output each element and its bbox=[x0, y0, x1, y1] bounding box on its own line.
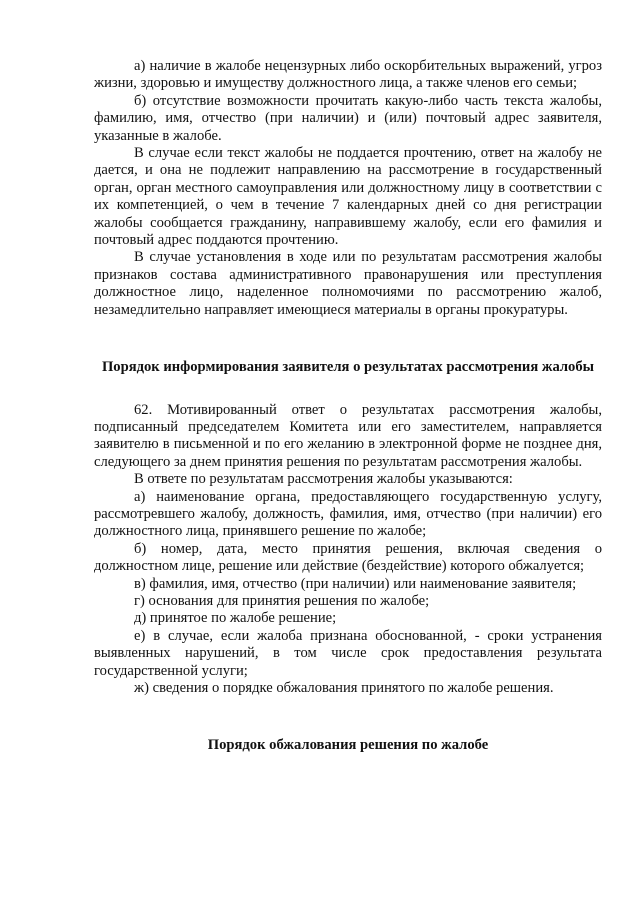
paragraph-answer-contents: В ответе по результатам рассмотрения жалобы указываются: bbox=[134, 471, 513, 488]
list-item-g: г) основания для принятия решения по жалобе; bbox=[134, 592, 430, 609]
paragraph-62: 62. Мотивированный ответ о результатах рассмотрения жалобы, подписанный председателем Комитета или его заместителем, направляется заявителю в письменной и по его желанию в электронной форме не позднее дня, следующего за днем принятия решения по результатам рассмотрения жалобы. bbox=[94, 401, 602, 470]
paragraph-prosecution: В случае установления в ходе или по результатам рассмотрения жалобы признаков состава административного правонарушения или преступления должностное лицо, наделенное полномочиями по рассмотрению жалоб, незамедлительно направляет имеющиеся материалы в органы прокуратуры. bbox=[94, 249, 602, 318]
list-item-d: д) принятое по жалобе решение; bbox=[134, 610, 337, 627]
section-heading-appeal: Порядок обжалования решения по жалобе bbox=[207, 737, 489, 754]
section-heading-informing: Порядок информирования заявителя о результатах рассмотрения жалобы bbox=[101, 359, 595, 376]
list-item-zh: ж) сведения о порядке обжалования принятого по жалобе решения. bbox=[134, 680, 554, 696]
list-item-b: б) номер, дата, место принятия решения, включая сведения о должностном лице, решение или действие (бездействие) которого обжалуется; bbox=[94, 540, 602, 575]
paragraph-item-b: б) отсутствие возможности прочитать какую-либо часть текста жалобы, фамилию, имя, отчество (при наличии) и (или) почтовый адрес заявителя, указанные в жалобе. bbox=[94, 92, 602, 144]
list-item-v: в) фамилия, имя, отчество (при наличии) или наименование заявителя; bbox=[134, 575, 577, 592]
paragraph-unreadable-complaint: В случае если текст жалобы не поддается прочтению, ответ на жалобу не дается, и она не подлежит направлению на рассмотрение в государственный орган, орган местного самоуправления или должностному лицу в соответствии с их компетенцией, о чем в течение 7 календарных дней со дня регистрации жалобы сообщается гражданину, направившему жалобу, если его фамилия и почтовый адрес поддаются прочтению. bbox=[94, 145, 602, 249]
section-spacer bbox=[94, 319, 602, 359]
section-spacer bbox=[94, 377, 602, 402]
list-item-e: е) в случае, если жалоба признана обоснованной, - сроки устранения выявленных нарушений, в том числе срок предоставления результата государственной услуги; bbox=[94, 627, 602, 679]
document-body bbox=[94, 58, 602, 755]
paragraph-item-a: а) наличие в жалобе нецензурных либо оскорбительных выражений, угроз жизни, здоровью и имуществу должностного лица, а также членов его семьи; bbox=[94, 58, 602, 92]
section-spacer bbox=[94, 697, 602, 737]
list-item-a: а) наименование органа, предоставляющего государственную услугу, рассмотревшего жалобу, должность, фамилия, имя, отчество (при наличии) его должностного лица, принявшего решение по жалобе; bbox=[94, 488, 602, 540]
